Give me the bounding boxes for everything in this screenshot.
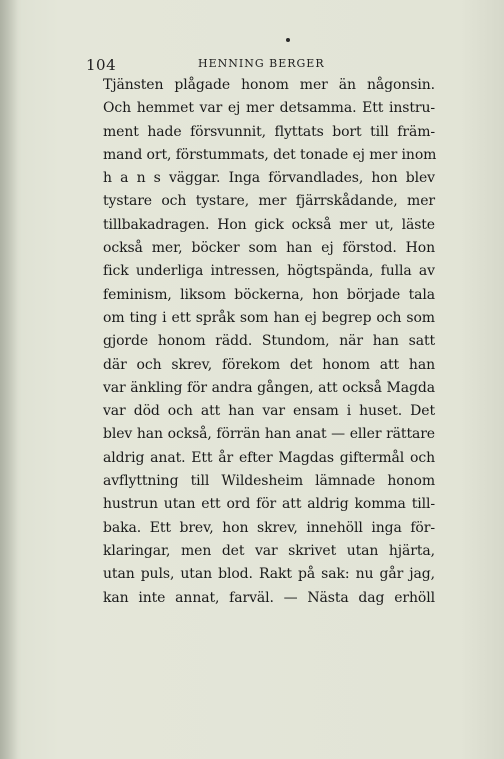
text-line: mand ort, förstummats, det tonade ej mer inom <box>103 146 437 163</box>
text-line: var änkling för andra gången, att också Magda <box>103 379 435 396</box>
text-line: fick underliga intressen, högtspända, fulla av <box>103 263 435 280</box>
text-line: baka. Ett brev, hon skrev, innehöll inga för- <box>103 519 435 536</box>
text-line: klaringar, men det var skrivet utan hjärta, <box>103 542 435 559</box>
text-line: avflyttning till Wildesheim lämnade honom <box>103 473 435 490</box>
page-number: 104 <box>86 56 117 74</box>
ink-dot <box>286 38 290 42</box>
text-line: kan inte annat, farväl. — Nästa dag erhöll <box>103 589 435 606</box>
text-line: Tjänsten plågade honom mer än någonsin. <box>103 77 435 93</box>
text-line: hustrun utan ett ord för att aldrig komma till- <box>103 496 435 513</box>
text-line: där och skrev, förekom det honom att han <box>103 356 435 373</box>
body-text <box>103 74 435 610</box>
text-line: utan puls, utan blod. Rakt på sak: nu går jag, <box>103 566 435 583</box>
text-line: Och hemmet var ej mer detsamma. Ett instru- <box>103 100 435 117</box>
text-line: aldrig anat. Ett år efter Magdas giftermål och <box>103 449 435 466</box>
spine-shadow <box>0 0 18 759</box>
text-line: också mer, böcker som han ej förstod. Hon <box>103 240 435 257</box>
text-line: h a n s väggar. Inga förvandlades, hon blev <box>103 170 435 187</box>
text-line: blev han också, förrän han anat — eller rättare <box>103 426 435 443</box>
text-line: ment hade försvunnit, flyttats bort till främ- <box>103 123 435 140</box>
running-head: HENNING BERGER <box>198 57 325 70</box>
page-header <box>86 56 446 76</box>
text-line: om ting i ett språk som han ej begrep och som <box>103 309 435 326</box>
text-line: tystare och tystare, mer fjärrskådande, mer <box>103 193 435 210</box>
text-line: feminism, liksom böckerna, hon började tala <box>103 286 435 303</box>
text-line: var död och att han var ensam i huset. Det <box>103 403 435 420</box>
text-line: tillbakadragen. Hon gick också mer ut, läste <box>103 216 435 233</box>
text-line: gjorde honom rädd. Stundom, när han satt <box>103 333 435 350</box>
